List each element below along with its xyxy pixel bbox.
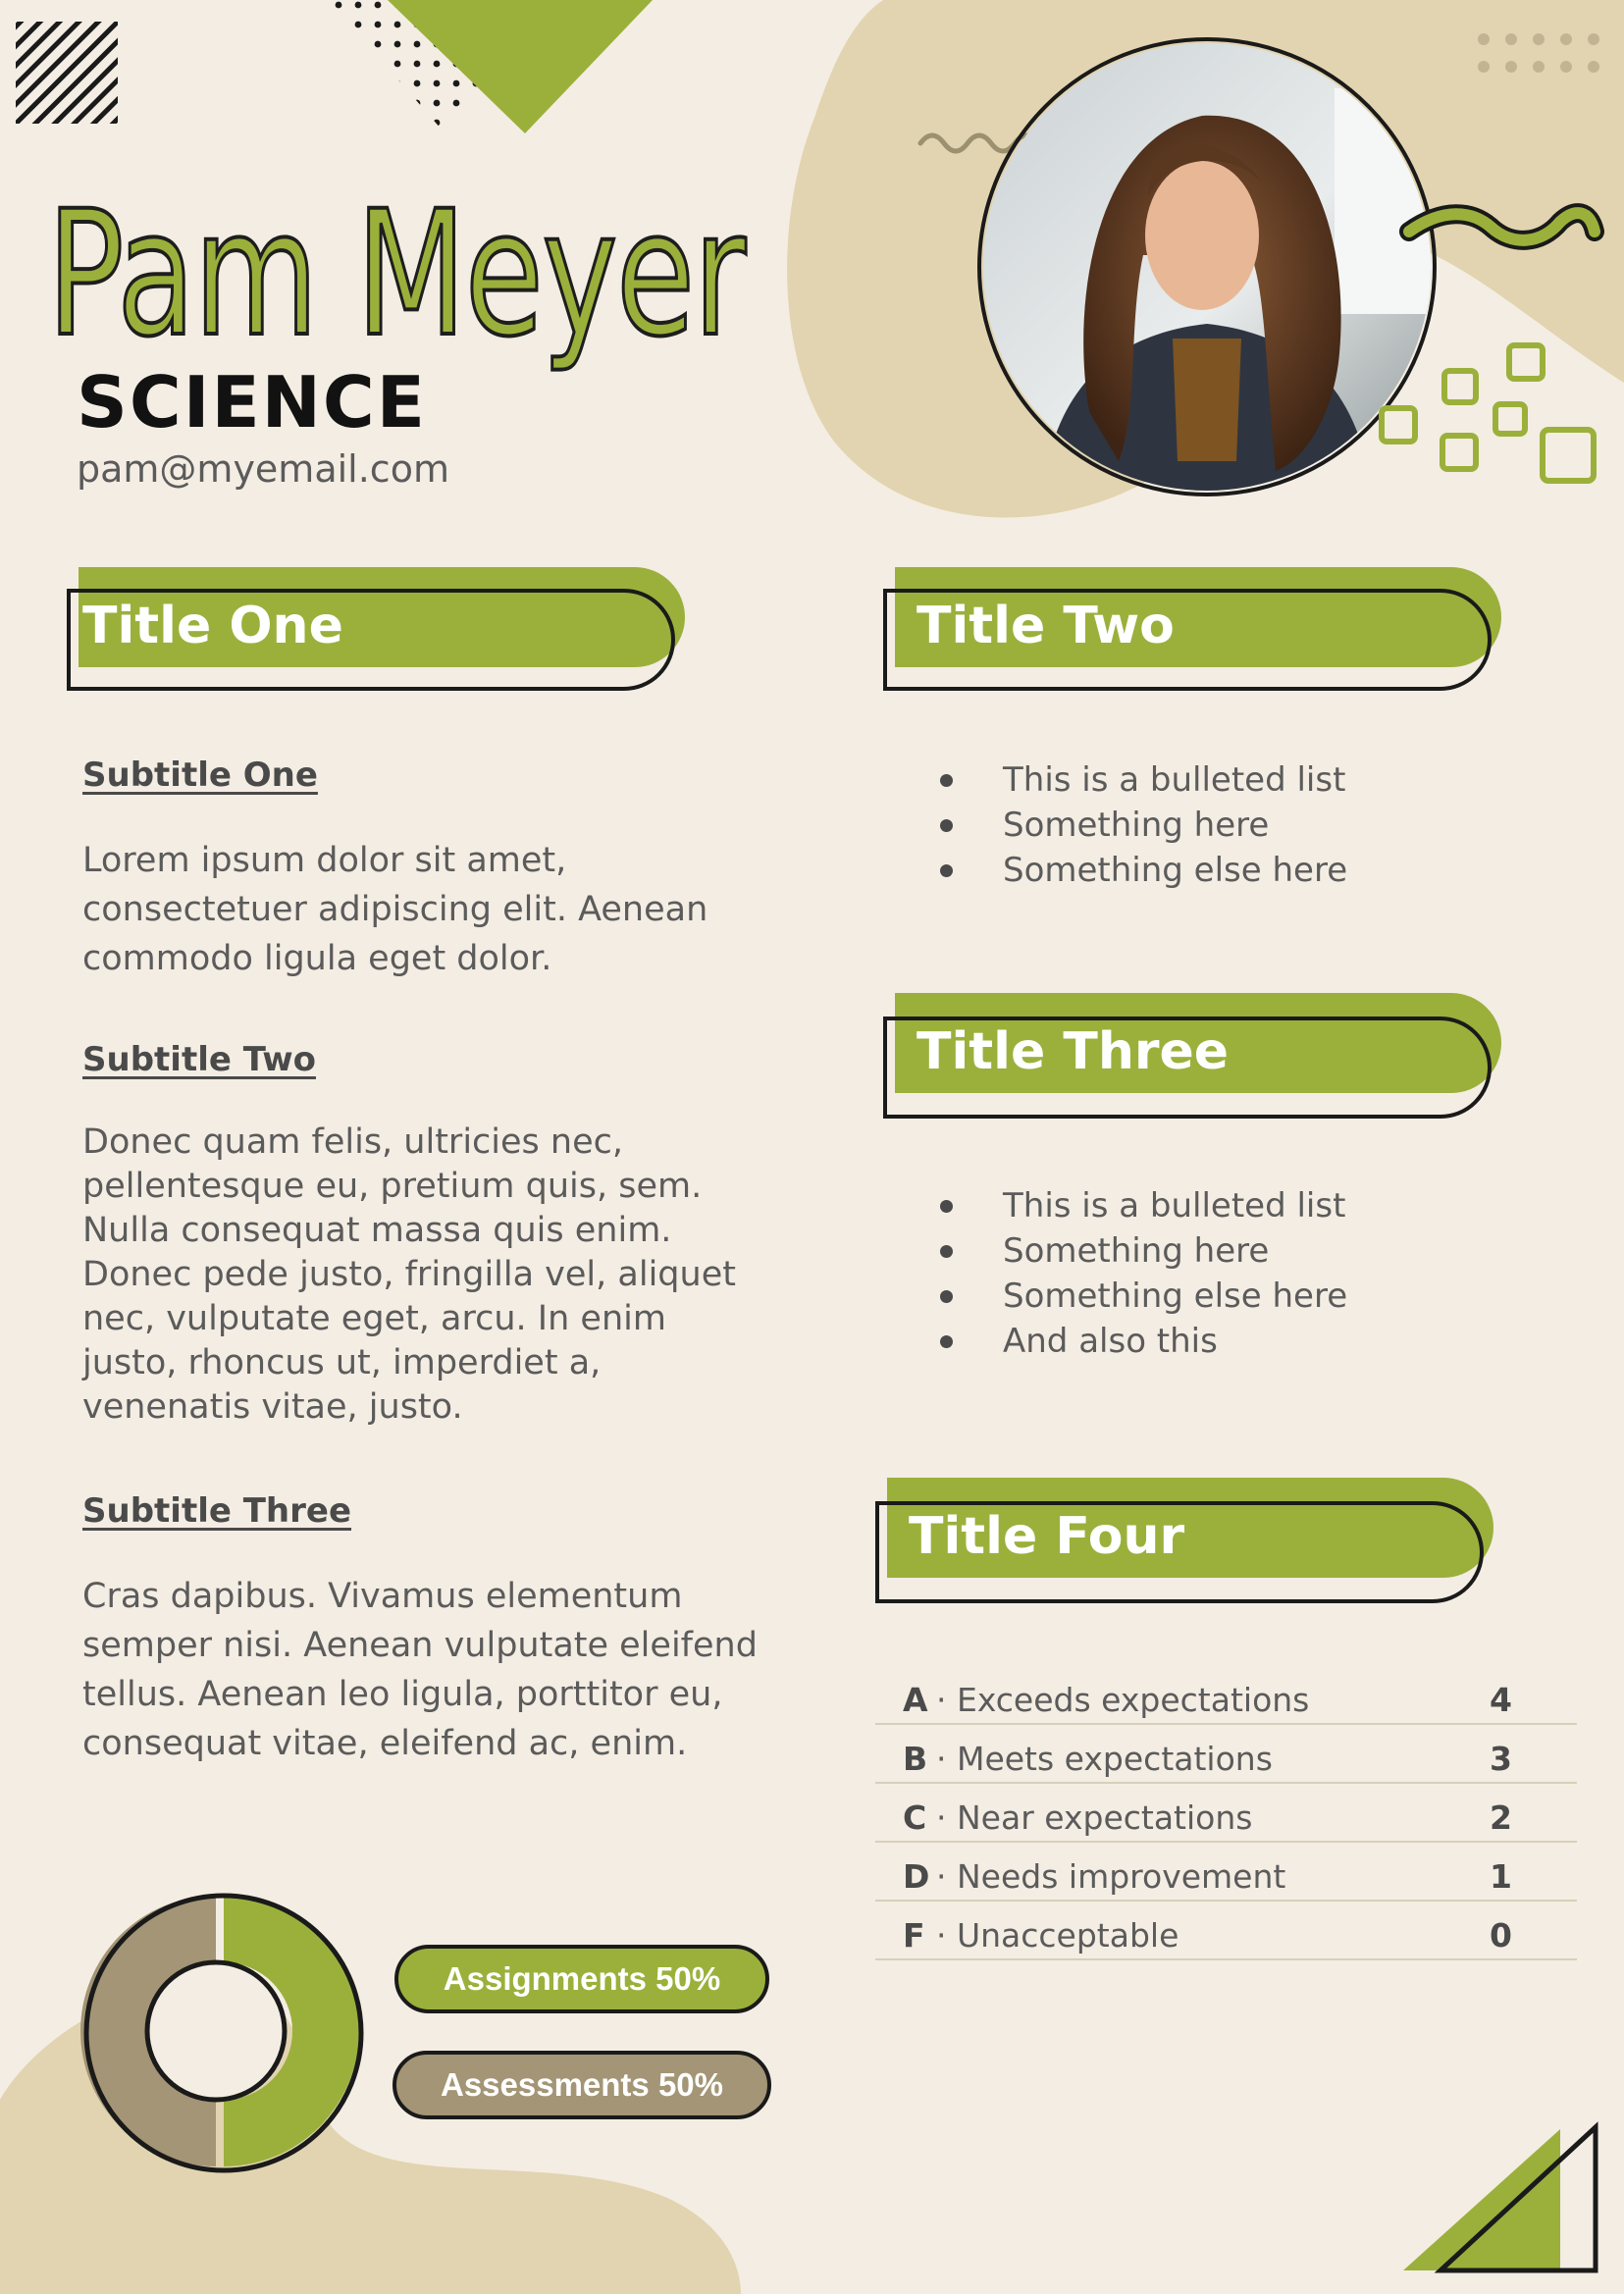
subject-heading: SCIENCE xyxy=(77,361,427,443)
hatch-square xyxy=(16,22,118,124)
green-corner-triangle xyxy=(1403,2129,1560,2270)
grade-breakdown-donut xyxy=(69,1874,373,2178)
title-four: Title Four xyxy=(909,1507,1185,1566)
assignments-pill: Assignments 50% xyxy=(394,1945,769,2013)
grade-row-a: A · Exceeds expectations 4 xyxy=(875,1666,1577,1725)
subtitle-three: Subtitle Three xyxy=(82,1491,352,1531)
assessments-pill: Assessments 50% xyxy=(393,2051,771,2119)
title-one: Title One xyxy=(82,597,343,655)
subtitle-two: Subtitle Two xyxy=(82,1040,316,1079)
paragraph-two: Donec quam felis, ultricies nec, pellentesque eu, pretium quis, sem. Nulla consequat massa quis enim. Donec pede justo, fringilla vel, aliquet nec, vulputate eget, arcu. In enim justo, rhoncus ut, imperdiet a, venenatis vitae, justo. xyxy=(82,1122,736,1427)
title-three: Title Three xyxy=(917,1022,1230,1081)
paragraph-three: Cras dapibus. Vivamus elementum semper nisi. Aenean vulputate eleifend tellus. Aenean leo ligula, porttitor eu, consequat vitae, eleifend ac, enim. xyxy=(82,1577,758,1763)
grade-row-c: C · Near expectations 2 xyxy=(875,1784,1577,1843)
subtitle-one: Subtitle One xyxy=(82,756,318,795)
syllabus-page: Pam Meyer SCIENCE pam@myemail.com Title One Subtitle One Lorem ipsum dolor sit amet, consectetuer adipiscing elit. Aenean commodo ligula eget dolor. Subtitle Two Donec quam felis, ultricies nec, pellentesque eu, pretium quis, sem. Nulla consequat massa quis enim. Donec pede justo, fringilla vel, aliquet nec, vulputate eget, arcu. In enim justo, rhoncus ut, imperdiet a, venenatis vitae, justo. Subtitle Three Cras dapibus. Vivamus elementum semper nisi. Aenean vulputate eleifend tellus. Aenean leo ligula, porttitor eu, consequat vitae, eleifend ac, enim. Assignments 50% Assessments 50% Title Two This is a bulleted list Something here Something else here Title Three This is a bulleted list Something here Something else here And also this Title Four A · Exceeds expectations 4 B · Meets expectations 3 C · Near expectations 2 D · Needs improvement 1 F · Unacceptable 0 xyxy=(0,0,1624,2294)
grade-row-f: F · Unacceptable 0 xyxy=(875,1902,1577,1960)
grade-row-d: D · Needs improvement 1 xyxy=(875,1843,1577,1902)
teacher-name: Pam Meyer xyxy=(47,174,745,375)
title-two: Title Two xyxy=(917,597,1175,655)
grade-row-b: B · Meets expectations 3 xyxy=(875,1725,1577,1784)
teacher-email: pam@myemail.com xyxy=(77,447,449,491)
paragraph-one: Lorem ipsum dolor sit amet, consectetuer adipiscing elit. Aenean commodo ligula eget dolor. xyxy=(82,841,708,978)
